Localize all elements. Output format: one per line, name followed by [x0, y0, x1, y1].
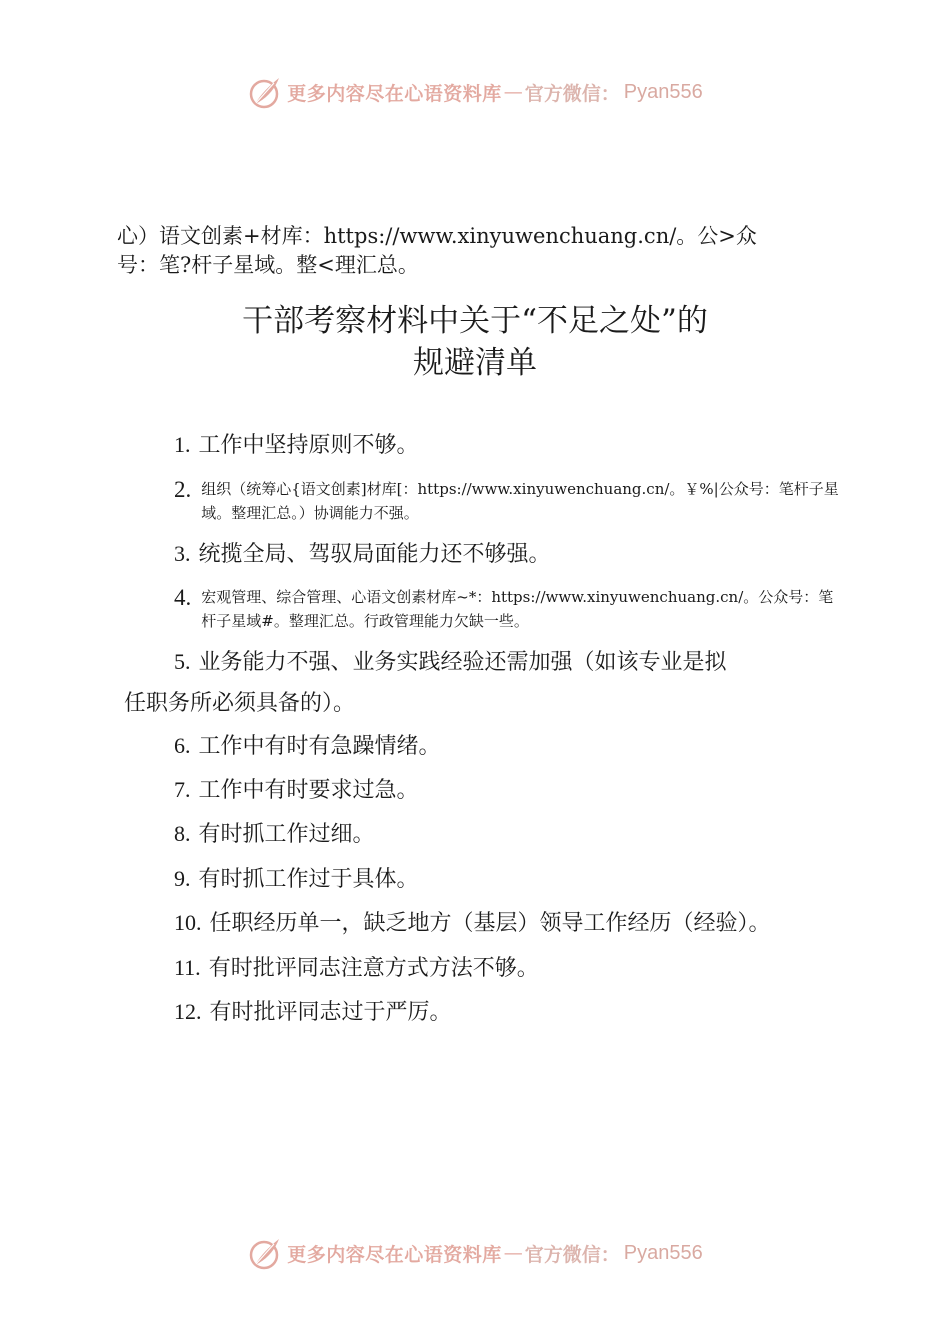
title-line-2: 规避清单	[413, 345, 537, 381]
list-item	[174, 731, 441, 761]
list-item	[174, 953, 539, 983]
list-item-number: 6.	[174, 733, 191, 758]
header-banner	[0, 72, 950, 112]
list-item-number: 5.	[174, 649, 191, 674]
list-item-text: 有时抓工作过于具体。	[198, 867, 419, 892]
banner-wechat-id: Pyan556	[623, 80, 703, 103]
list-item	[174, 908, 771, 938]
footer-banner	[0, 1233, 950, 1273]
intro-paragraph	[117, 222, 837, 280]
page-title	[0, 300, 950, 384]
list-item	[174, 775, 419, 805]
list-item-number: 8.	[174, 821, 191, 846]
list-item-text: 工作中有时有急躁情绪。	[198, 734, 441, 759]
list-item-text: 有时抓工作过细。	[198, 822, 375, 847]
intro-line-2: 号：笔?杆子星域。整<理汇总。	[117, 253, 419, 277]
list-item-text: 组织（统筹心{语文创素]材库[：https://www.xinyuwenchuang.cn/。￥%|公众号：笔杆子星域。整理汇总。）协调能力不强。	[201, 480, 839, 522]
list-item-number: 10.	[174, 910, 202, 935]
list-item-text: 任职经历单一，缺乏地方（基层）领导工作经历（经验）。	[209, 911, 771, 936]
list-item	[174, 819, 375, 849]
list-item-text: 工作中有时要求过急。	[198, 778, 419, 803]
list-item-number: 7.	[174, 777, 191, 802]
list-item	[174, 477, 844, 525]
list-item	[174, 647, 727, 677]
list-item-text: 宏观管理、综合管理、心语文创素材库~*：https://www.xinyuwenchuang.cn/。公众号：笔杆子星域#。整理汇总。行政管理能力欠缺一些。	[201, 588, 834, 630]
banner-wechat-label: 官方微信：	[524, 82, 620, 105]
list-item	[174, 997, 452, 1027]
list-item-number: 4.	[174, 585, 192, 610]
list-item-text: 任职务所必须具备的）。	[124, 691, 356, 716]
list-item	[174, 864, 419, 894]
list-item-number: 12.	[174, 999, 202, 1024]
list-item-text: 业务能力不强、业务实践经验还需加强（如该专业是拟	[198, 650, 727, 675]
list-item-number: 1.	[174, 432, 191, 457]
banner-wechat-label: 官方微信：	[524, 1243, 620, 1266]
list-item-text: 有时批评同志过于严厉。	[209, 1000, 452, 1025]
list-item-text: 有时批评同志注意方式方法不够。	[208, 956, 539, 981]
banner-wechat-id: Pyan556	[623, 1241, 703, 1264]
banner-dash: —	[503, 81, 523, 103]
feather-logo-icon	[247, 1235, 283, 1271]
banner-text: 更多内容尽在心语资料库	[287, 82, 502, 105]
list-item	[174, 585, 844, 633]
list-item-continuation	[124, 689, 355, 718]
list-item-number: 11.	[174, 955, 201, 980]
list-item-text: 工作中坚持原则不够。	[198, 433, 419, 458]
intro-line-1: 心）语文创素+材库：https://www.xinyuwenchuang.cn/。公>众	[117, 224, 757, 248]
list-item-number: 3.	[174, 541, 191, 566]
list-item	[174, 430, 419, 460]
banner-dash: —	[503, 1242, 523, 1264]
feather-logo-icon	[247, 74, 283, 110]
banner-text: 更多内容尽在心语资料库	[287, 1243, 502, 1266]
list-item-number: 2.	[174, 477, 192, 502]
title-line-1: 干部考察材料中关于“不足之处”的	[242, 303, 708, 339]
list-item-text: 统揽全局、驾驭局面能力还不够强。	[198, 542, 551, 567]
list-item	[174, 539, 551, 569]
list-item-number: 9.	[174, 866, 191, 891]
